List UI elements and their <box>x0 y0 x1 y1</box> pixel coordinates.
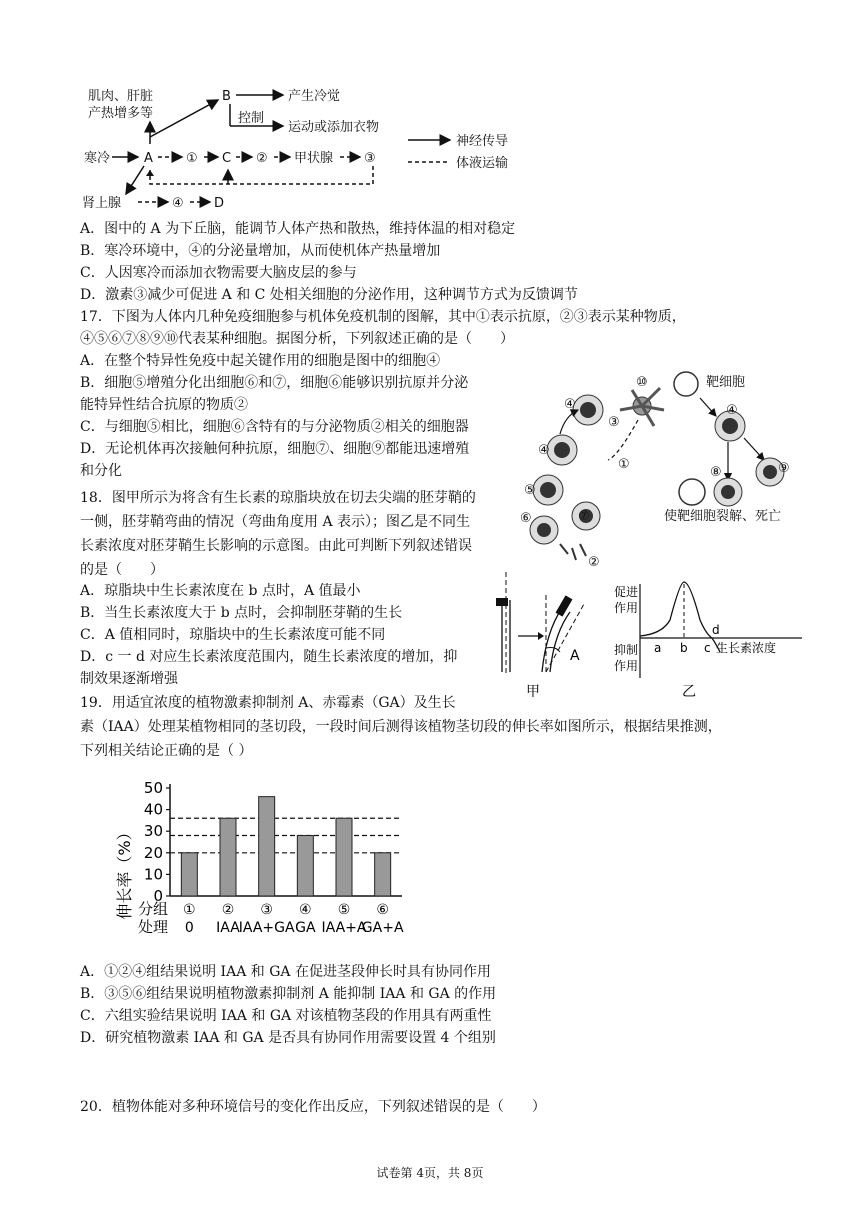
promote-label: 促进 <box>614 585 639 599</box>
cell-6 <box>530 516 558 544</box>
y-tick-label: 10 <box>143 865 163 884</box>
elongation-bar-chart <box>110 768 430 948</box>
bar <box>336 818 352 896</box>
thyroid-label: 甲状腺 <box>294 151 334 166</box>
y-tick-label: 30 <box>143 822 163 841</box>
category-label: ④ <box>299 902 312 918</box>
cell-8 <box>714 478 742 506</box>
q17-option-a: A．在整个特异性免疫中起关键作用的细胞是图中的细胞④ <box>80 353 441 369</box>
q18-stem-line2: 一侧，胚芽鞘弯曲的情况（弯曲角度用 A 表示）；图乙是不同生 <box>80 514 471 530</box>
bars <box>181 797 390 896</box>
q16-option-a: A．图中的 A 为下丘脑，能调节人体产热和散热，维持体温的相对稳定 <box>80 221 516 237</box>
dendritic-cell-10 <box>620 388 664 426</box>
treatment-label: GA+A <box>361 920 404 936</box>
adrenal-label: 肾上腺 <box>82 196 122 211</box>
label-7: ⑦ <box>578 509 590 524</box>
q17-option-d: D．无论机体再次接触何种抗原，细胞⑦、细胞⑨都能迅速增殖 <box>80 441 470 457</box>
q16-option-c: C．人因寒冷而添加衣物需要大脑皮层的参与 <box>80 265 357 281</box>
q19-stem-line3: 下列相关结论正确的是（ ） <box>80 743 253 759</box>
y-tick-label: 20 <box>143 843 163 862</box>
node-a: A <box>144 151 153 166</box>
treatment-label: IAA+A <box>321 920 367 936</box>
angle-label-a: A <box>570 648 580 664</box>
row-label-treatment: 处理 <box>138 918 169 936</box>
legend-neural: 神经传导 <box>456 134 509 149</box>
label-10: ⑩ <box>636 375 648 390</box>
label-2: ② <box>588 555 600 570</box>
hormone-2: ② <box>256 151 268 166</box>
q18-option-d: D．c 一 d 对应生长素浓度范围内，随生长素浓度的增加，抑 <box>80 649 458 665</box>
point-a: a <box>654 641 662 655</box>
point-c: c <box>704 641 711 655</box>
hormone-1: ① <box>186 151 198 166</box>
y-tick-label: 40 <box>143 800 163 819</box>
legend-humoral: 体液运输 <box>456 156 509 171</box>
x-axis-label: 生长素浓度 <box>716 641 777 655</box>
treatment-label: IAA <box>216 920 240 936</box>
effect-label-2: 作用 <box>614 659 639 673</box>
q18-option-c: C．A 值相同时，琼脂块中的生长素浓度可能不同 <box>80 627 386 643</box>
exercise-label: 运动或添加衣物 <box>288 120 380 135</box>
q16-option-d: D．激素③减少可促进 A 和 C 处相关细胞的分泌作用，这种调节方式为反馈调节 <box>80 287 578 303</box>
treatment-label: 0 <box>184 920 194 936</box>
y-axis-label: 伸长率（%） <box>115 824 134 920</box>
label-6: ⑥ <box>520 511 532 526</box>
label-4c: ④ <box>726 403 738 418</box>
q19-option-a: A．①②④组结果说明 IAA 和 GA 在促进茎段伸长时具有协同作用 <box>80 964 491 980</box>
bar <box>259 797 275 896</box>
heat-increase-label: 产热增多等 <box>88 106 154 121</box>
cold-label: 寒冷 <box>84 151 111 166</box>
bar <box>181 853 197 896</box>
thermoregulation-diagram <box>78 82 538 212</box>
label-4a: ④ <box>564 397 576 412</box>
q17-option-c: C．与细胞⑤相比，细胞⑥含特有的与分泌物质②相关的细胞器 <box>80 419 469 435</box>
q19-stem-line2: 素（IAA）处理某植物相同的茎切段，一段时间后测得该植物茎切段的伸长率如图所示，根据结果推测， <box>80 719 722 735</box>
q18-stem-line3: 长素浓度对胚芽鞘生长影响的示意图。由此可判断下列叙述错误 <box>80 538 472 554</box>
auxin-curve-figure-yi <box>612 572 808 700</box>
node-b: B <box>222 89 231 104</box>
q18-stem-line4: 的是（ ） <box>80 562 164 578</box>
point-b: b <box>680 641 688 655</box>
q17-option-b-cont: 能特异性结合抗原的物质② <box>80 397 248 413</box>
q19-option-d: D．研究植物激素 IAA 和 GA 是否具有协同作用需要设置 4 个组别 <box>80 1030 496 1046</box>
bar <box>375 853 391 896</box>
hormone-3: ③ <box>364 151 376 166</box>
cell-4-left <box>547 435 577 465</box>
category-label: ② <box>221 902 235 918</box>
bar <box>297 836 313 896</box>
y-tick-label: 50 <box>143 779 163 797</box>
target-cell-label: 靶细胞 <box>706 375 746 390</box>
effect-label-1: 作用 <box>614 601 639 615</box>
q17-stem-line1: 17．下图为人体内几种免疫细胞参与机体免疫机制的图解，其中①表示抗原，②③表示某种物质， <box>80 309 686 325</box>
q19-stem-line1: 19．用适宜浓度的植物激素抑制剂 A、赤霉素（GA）及生长 <box>80 695 456 711</box>
q16-option-b: B．寒冷环境中，④的分泌量增加，从而使机体产热量增加 <box>80 243 441 259</box>
label-1: ① <box>618 457 630 472</box>
q19-option-b: B．③⑤⑥组结果说明植物激素抑制剂 A 能抑制 IAA 和 GA 的作用 <box>80 986 497 1002</box>
immune-cells-diagram <box>520 368 810 574</box>
x-categories <box>183 902 404 936</box>
coleoptile-figure-jia <box>488 572 608 700</box>
treatment-label: IAA+GA <box>238 920 295 936</box>
q20-stem: 20．植物体能对多种环境信号的变化作出反应，下列叙述错误的是（ ） <box>80 1099 546 1115</box>
label-8: ⑧ <box>710 465 722 480</box>
q17-option-b: B．细胞⑤增殖分化出细胞⑥和⑦，细胞⑥能够识别抗原并分泌 <box>80 375 469 391</box>
q17-option-d-cont: 和分化 <box>80 463 122 479</box>
node-c: C <box>222 151 232 166</box>
row-label-group: 分组 <box>138 900 169 918</box>
category-label: ① <box>183 902 196 918</box>
reference-lines <box>170 818 402 853</box>
cold-sense-label: 产生冷觉 <box>288 89 341 104</box>
q17-stem-line2: ④⑤⑥⑦⑧⑨⑩代表某种细胞。据图分析，下列叙述正确的是（ ） <box>80 331 514 347</box>
point-d: d <box>712 623 720 637</box>
y-tick-label: 0 <box>153 887 163 905</box>
lysis-label: 使靶细胞裂解、死亡 <box>664 509 782 524</box>
label-3: ③ <box>608 415 620 430</box>
q18-option-a: A．琼脂块中生长素浓度在 b 点时，A 值最小 <box>80 583 361 599</box>
treatment-label: GA <box>295 920 316 936</box>
q18-option-d-cont: 制效果逐渐增强 <box>80 671 178 687</box>
node-d: D <box>214 196 225 211</box>
caption-yi: 乙 <box>682 684 696 700</box>
label-4b: ④ <box>538 443 550 458</box>
category-label: ⑤ <box>337 902 351 918</box>
control-label: 控制 <box>238 111 265 126</box>
inhibit-label: 抑制 <box>614 643 639 657</box>
q18-option-b: B．当生长素浓度大于 b 点时，会抑制胚芽鞘的生长 <box>80 605 403 621</box>
hormone-4: ④ <box>172 196 184 211</box>
q19-option-c: C．六组实验结果说明 IAA 和 GA 对该植物茎段的作用具有两重性 <box>80 1008 492 1024</box>
label-9: ⑨ <box>778 461 790 476</box>
bar <box>220 818 236 896</box>
page-footer: 试卷第 4页，共 8页 <box>376 1166 484 1180</box>
cell-5 <box>533 475 563 505</box>
muscle-liver-label: 肌肉、肝脏 <box>88 89 154 104</box>
q18-stem-line1: 18．图甲所示为将含有生长素的琼脂块放在切去尖端的胚芽鞘的 <box>80 490 476 506</box>
caption-jia: 甲 <box>526 684 540 700</box>
category-label: ⑥ <box>376 902 389 918</box>
category-label: ③ <box>260 902 273 918</box>
label-5: ⑤ <box>524 483 536 498</box>
